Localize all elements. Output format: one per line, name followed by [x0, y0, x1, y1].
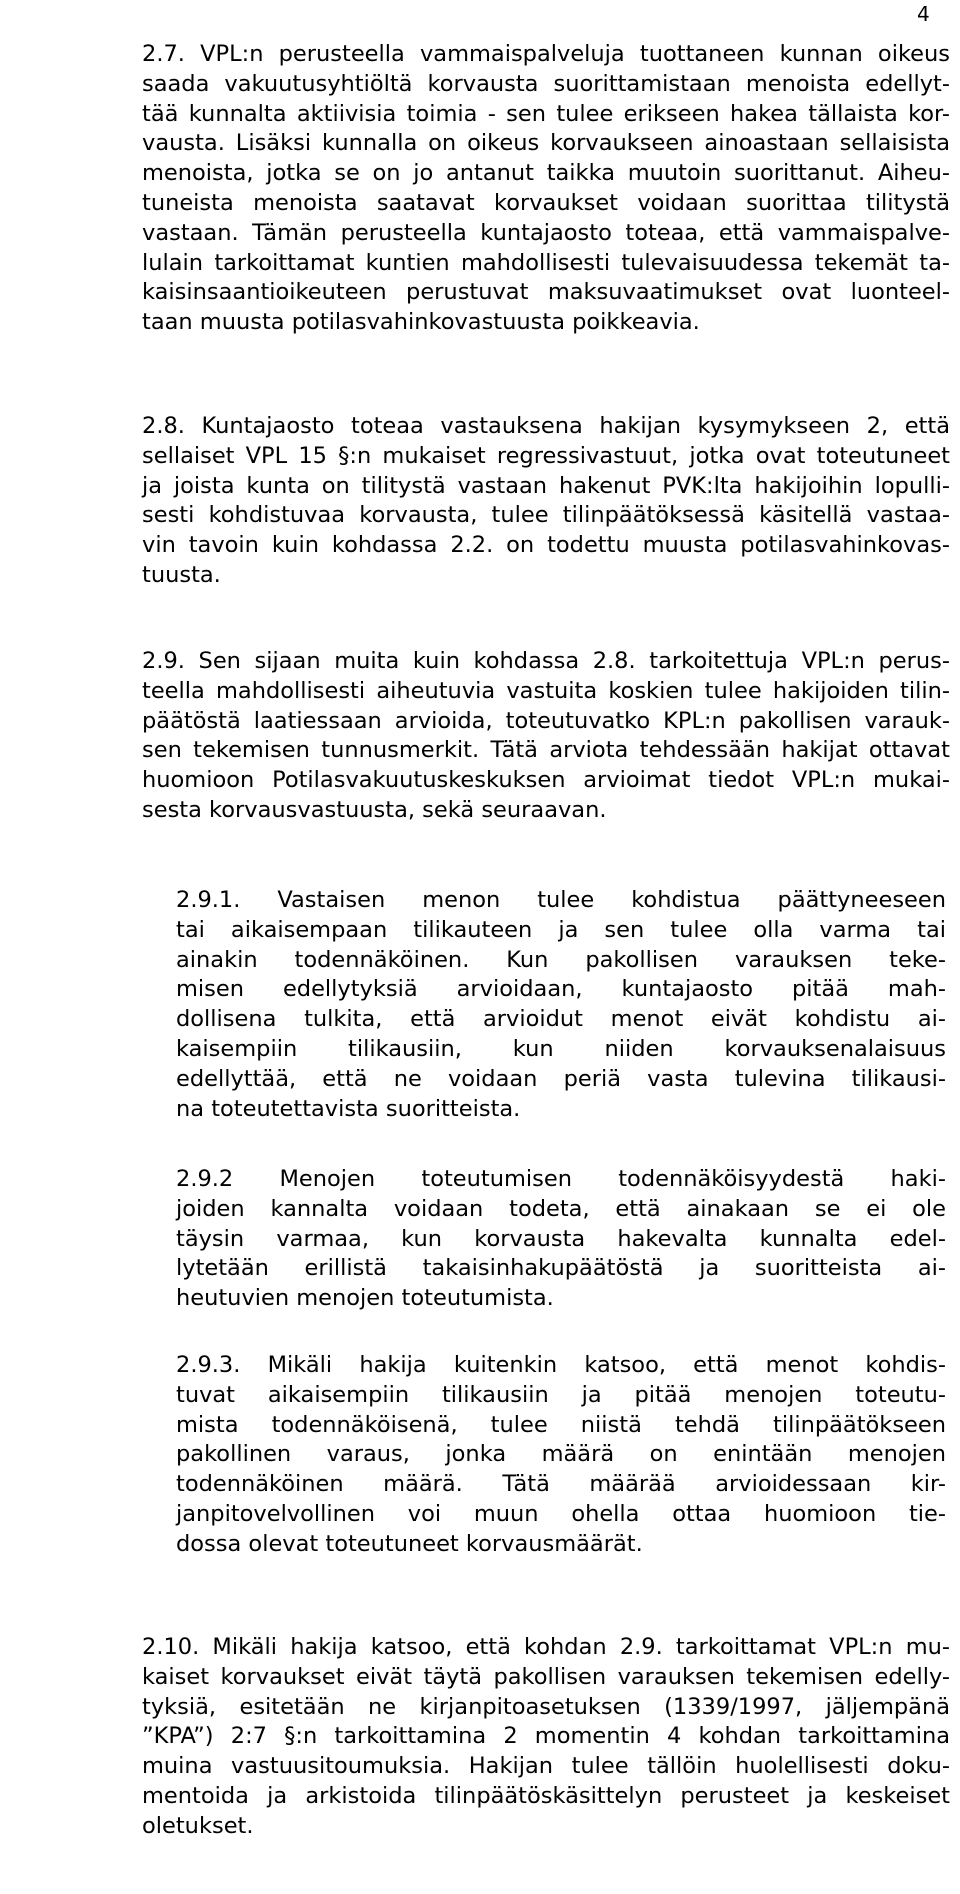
text-line: ja joista kunta on tilitystä vastaan hakenut PVK:lta hakijoihin lopulli-: [142, 472, 950, 499]
text-line: tuneista menoista saatavat korvaukset voidaan suorittaa tilitystä: [142, 189, 950, 216]
text-line: tai aikaisempaan tilikauteen ja sen tulee olla varma tai: [176, 916, 946, 943]
paragraph-2-9-1: [176, 886, 946, 1124]
text-line: tää kunnalta aktiivisia toimia - sen tulee erikseen hakea tällaista kor-: [142, 100, 950, 127]
text-line: 2.7. VPL:n perusteella vammaispalveluja tuottaneen kunnan oikeus: [142, 41, 950, 67]
text-line: edellyttää, että ne voidaan periä vasta tulevina tilikausi-: [176, 1065, 946, 1092]
text-line: kaiset korvaukset eivät täytä pakollisen varauksen tekemisen edelly-: [142, 1663, 950, 1690]
text-line: oletukset.: [142, 1812, 254, 1839]
text-line: vastaan. Tämän perusteella kuntajaosto toteaa, että vammaispalve-: [142, 219, 950, 246]
text-line: kaisempiin tilikausiin, kun niiden korvauksenalaisuus: [176, 1035, 946, 1062]
text-line: misen edellytyksiä arvioidaan, kuntajaosto pitää mah-: [176, 976, 946, 1003]
text-line: tuusta.: [142, 561, 221, 588]
text-line: täysin varmaa, kun korvausta hakevalta kunnalta edel-: [176, 1225, 946, 1252]
text-line: sesta korvausvastuusta, sekä seuraavan.: [142, 796, 607, 823]
text-line: mentoida ja arkistoida tilinpäätöskäsittelyn perusteet ja keskeiset: [142, 1782, 950, 1809]
text-line: dossa olevat toteutuneet korvausmäärät.: [176, 1530, 643, 1557]
paragraph-2-10: [142, 1633, 950, 1842]
text-line: 2.9. Sen sijaan muita kuin kohdassa 2.8. tarkoitettuja VPL:n perus-: [142, 648, 950, 674]
text-line: na toteutettavista suoritteista.: [176, 1095, 521, 1122]
text-line: kaisinsaantioikeuteen perustuvat maksuvaatimukset ovat luonteel-: [142, 279, 950, 306]
text-line: pakollinen varaus, jonka määrä on enintään menojen: [176, 1441, 946, 1468]
text-line: teella mahdollisesti aiheutuvia vastuita koskien tulee hakijoiden tilin-: [142, 677, 950, 704]
text-line: saada vakuutusyhtiöltä korvausta suorittamistaan menoista edellyt-: [142, 70, 950, 97]
text-line: tyksiä, esitetään ne kirjanpitoasetuksen (1339/1997, jäljempänä: [142, 1693, 950, 1720]
text-line: sellaiset VPL 15 §:n mukaiset regressivastuut, jotka ovat toteutuneet: [142, 442, 950, 469]
text-line: todennäköinen määrä. Tätä määrää arvioidessaan kir-: [176, 1471, 946, 1498]
text-line: ainakin todennäköinen. Kun pakollisen varauksen teke-: [176, 946, 946, 973]
text-line: dollisena tulkita, että arvioidut menot eivät kohdistu ai-: [176, 1006, 946, 1033]
paragraph-2-9-3: [176, 1351, 946, 1560]
text-line: sen tekemisen tunnusmerkit. Tätä arviota tehdessään hakijat ottavat: [142, 737, 950, 764]
paragraph-2-7: [142, 40, 950, 338]
text-line: muina vastuusitoumuksia. Hakijan tulee tällöin huolellisesti doku-: [142, 1753, 950, 1780]
text-line: ”KPA”) 2:7 §:n tarkoittamina 2 momentin 4 kohdan tarkoittamina: [142, 1723, 950, 1750]
text-line: menoista, jotka se on jo antanut taikka muutoin suorittanut. Aiheu-: [142, 160, 950, 187]
text-line: 2.9.1. Vastaisen menon tulee kohdistua päättyneeseen: [176, 887, 946, 913]
text-line: janpitovelvollinen voi muun ohella ottaa huomioon tie-: [176, 1500, 946, 1527]
text-line: lytetään erillistä takaisinhakupäätöstä ja suoritteista ai-: [176, 1255, 946, 1282]
text-line: joiden kannalta voidaan todeta, että ainakaan se ei ole: [176, 1195, 946, 1222]
text-line: huomioon Potilasvakuutuskeskuksen arvioimat tiedot VPL:n mukai-: [142, 767, 950, 794]
text-line: 2.9.2 Menojen toteutumisen todennäköisyydestä haki-: [176, 1166, 946, 1192]
text-line: sesti kohdistuvaa korvausta, tulee tilinpäätöksessä käsitellä vastaa-: [142, 502, 950, 529]
text-line: 2.10. Mikäli hakija katsoo, että kohdan 2.9. tarkoittamat VPL:n mu-: [142, 1634, 950, 1660]
text-line: 2.9.3. Mikäli hakija kuitenkin katsoo, että menot kohdis-: [176, 1352, 946, 1378]
paragraph-2-8: [142, 412, 950, 591]
text-line: taan muusta potilasvahinkovastuusta poikkeavia.: [142, 309, 700, 336]
page-number: 4: [917, 2, 930, 26]
text-line: heutuvien menojen toteutumista.: [176, 1285, 554, 1312]
text-line: vin tavoin kuin kohdassa 2.2. on todettu muusta potilasvahinkovas-: [142, 532, 950, 559]
text-line: lulain tarkoittamat kuntien mahdollisesti tulevaisuudessa tekemät ta-: [142, 249, 950, 276]
text-line: 2.8. Kuntajaosto toteaa vastauksena hakijan kysymykseen 2, että: [142, 413, 950, 439]
text-line: tuvat aikaisempiin tilikausiin ja pitää menojen toteutu-: [176, 1381, 946, 1408]
paragraph-2-9-2: [176, 1165, 946, 1314]
paragraph-2-9: [142, 647, 950, 826]
text-line: vausta. Lisäksi kunnalla on oikeus korvaukseen ainoastaan sellaisista: [142, 130, 950, 157]
text-line: mista todennäköisenä, tulee niistä tehdä tilinpäätökseen: [176, 1411, 946, 1438]
text-line: päätöstä laatiessaan arvioida, toteutuvatko KPL:n pakollisen varauk-: [142, 707, 950, 734]
